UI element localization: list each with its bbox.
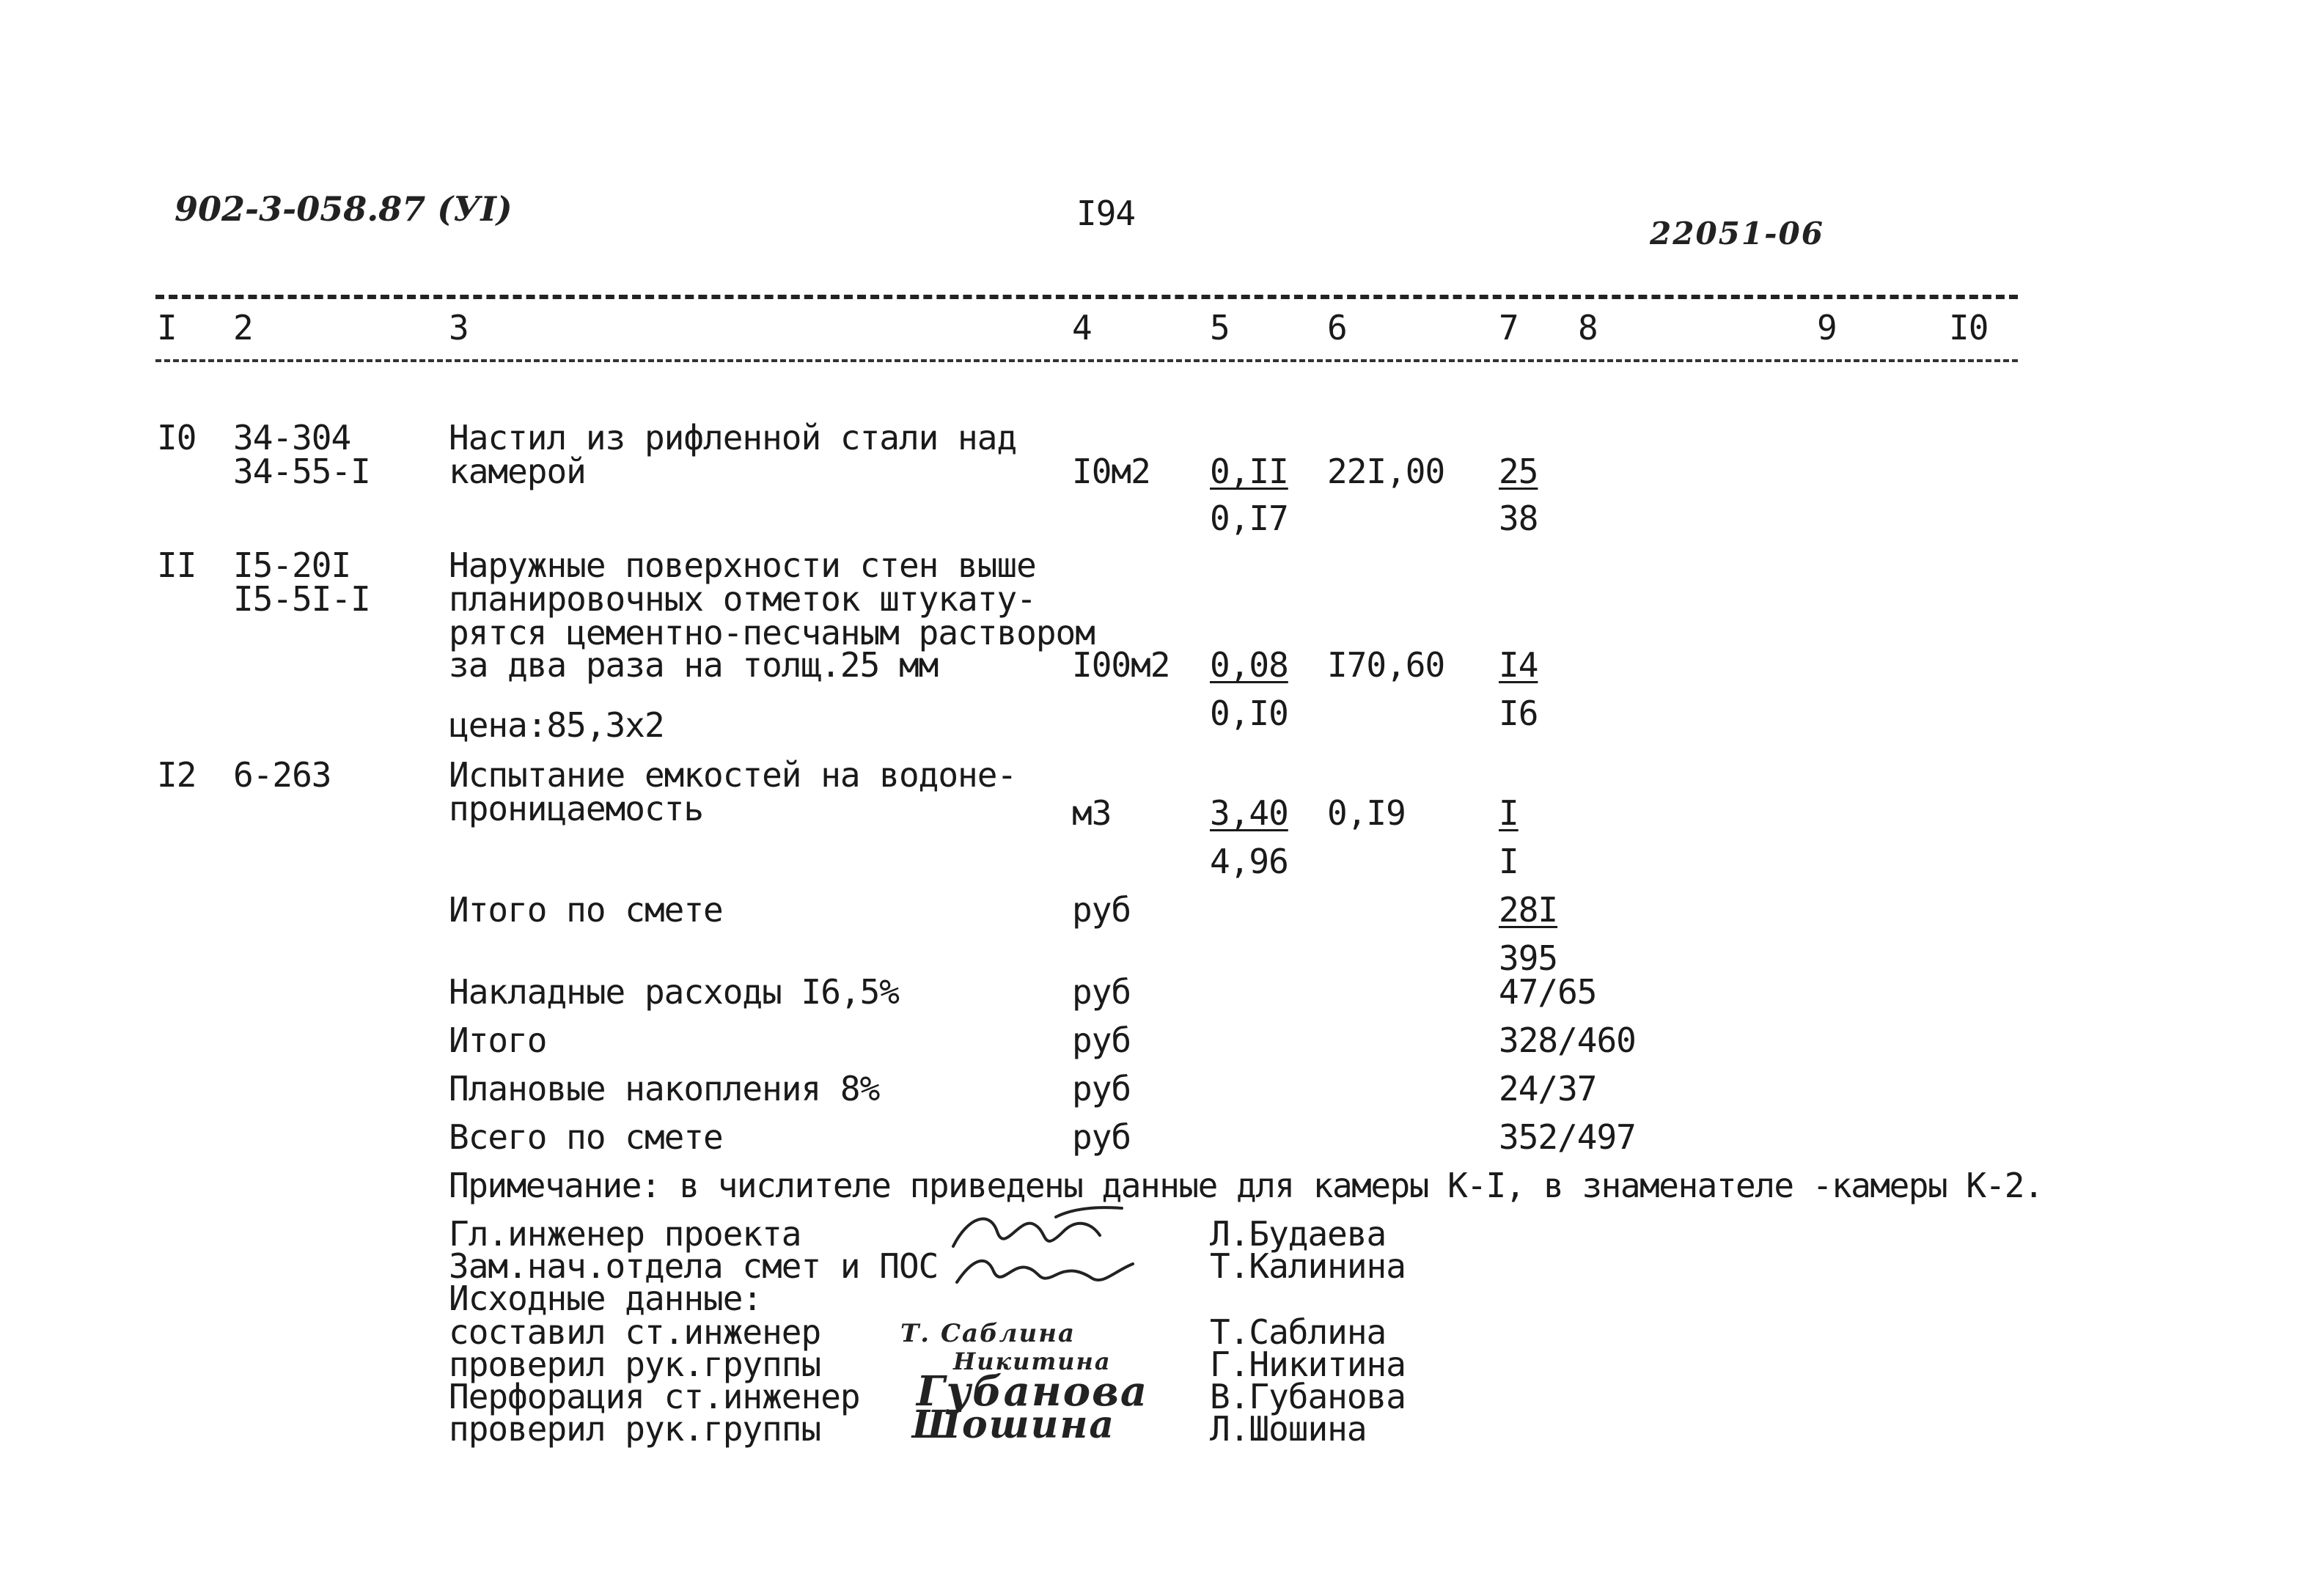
row-description: Настил из рифленной стали над [449, 418, 1017, 457]
signature-role: составил ст.инженер [449, 1312, 821, 1352]
row-code: 34-304 [233, 418, 351, 457]
total-label: Всего по смете [449, 1117, 723, 1157]
archive-number: 22051-06 [1650, 216, 1824, 251]
signature-scribble-sablina: Т. Саблина [900, 1319, 1076, 1348]
row-qty-numerator: 0,II [1210, 452, 1288, 491]
signature-role: Перфорация ст.инженер [449, 1377, 860, 1416]
column-number: 3 [449, 308, 469, 347]
row-total-denominator: I6 [1499, 694, 1538, 733]
row-number: I2 [157, 755, 197, 795]
column-number: I [157, 308, 177, 347]
signature-role: Зам.нач.отдела смет и ПОС [449, 1246, 939, 1286]
signature-scribble-kalinina [953, 1242, 1144, 1293]
row-price: 22I,00 [1327, 452, 1445, 491]
row-total-numerator: 25 [1499, 452, 1538, 491]
column-number: 6 [1327, 308, 1347, 347]
signature-role: проверил рук.группы [449, 1409, 821, 1449]
signature-name: Л.Шошина [1210, 1409, 1367, 1449]
row-description: проницаемость [449, 789, 704, 828]
row-total-numerator: I4 [1499, 645, 1538, 685]
column-number: I0 [1949, 308, 1989, 347]
signature-scribble-gubanova: Губанова [917, 1367, 1149, 1416]
column-number: 2 [233, 308, 253, 347]
row-description: за два раза на толщ.25 мм [449, 645, 939, 685]
column-number: 8 [1578, 308, 1598, 347]
column-number: 4 [1072, 308, 1092, 347]
signature-name: Т.Саблина [1210, 1312, 1387, 1352]
page-number: I94 [1076, 194, 1136, 233]
row-total-denominator: I [1499, 842, 1519, 881]
row-description: рятся цементно-песчаным раствором [449, 613, 1095, 652]
row-total-denominator: 38 [1499, 499, 1538, 538]
row-qty-denominator: 4,96 [1210, 842, 1288, 881]
row-qty-denominator: 0,I7 [1210, 499, 1288, 538]
total-label: Накладные расходы I6,5% [449, 972, 899, 1012]
signature-role: Гл.инженер проекта [449, 1214, 801, 1254]
signature-scribble-nikitina: Никитина [953, 1347, 1112, 1375]
total-unit: руб [1072, 1117, 1131, 1157]
row-price: 0,I9 [1327, 793, 1406, 833]
row-description: камерой [449, 452, 586, 491]
note: Примечание: в числителе приведены данные для камеры К-I, в знаменателе -камеры К-2. [449, 1166, 2044, 1205]
row-description: Испытание емкостей на водоне- [449, 755, 1017, 795]
total-value-numerator: 28I [1499, 890, 1558, 930]
total-value: 352/497 [1499, 1117, 1636, 1157]
row-description: планировочных отметок штукату- [449, 579, 1036, 619]
row-code: 34-55-I [233, 452, 370, 491]
total-value-denominator: 395 [1499, 938, 1558, 978]
total-unit: руб [1072, 972, 1131, 1012]
signature-name: Т.Калинина [1210, 1246, 1406, 1286]
signature-scribble-shoshina: Шошина [912, 1402, 1116, 1447]
row-price-note: цена:85,3х2 [449, 705, 664, 745]
total-value: 47/65 [1499, 972, 1597, 1012]
row-unit: м3 [1072, 793, 1112, 833]
total-label: Итого по смете [449, 890, 723, 930]
row-qty-numerator: 0,08 [1210, 645, 1288, 685]
signature-name: В.Губанова [1210, 1377, 1406, 1416]
row-number: II [157, 545, 197, 585]
row-unit: I00м2 [1072, 645, 1170, 685]
row-price: I70,60 [1327, 645, 1445, 685]
total-value: 328/460 [1499, 1021, 1636, 1060]
signature-section-label: Исходные данные: [449, 1279, 763, 1318]
row-unit: I0м2 [1072, 452, 1150, 491]
column-number: 9 [1817, 308, 1837, 347]
column-number: 5 [1210, 308, 1230, 347]
total-unit: руб [1072, 890, 1131, 930]
total-value: 24/37 [1499, 1069, 1597, 1108]
column-number: 7 [1499, 308, 1519, 347]
total-unit: руб [1072, 1021, 1131, 1060]
header-bottom-rule [155, 359, 2018, 362]
signature-name: Г.Никитина [1210, 1345, 1406, 1384]
doc-code: 902-3-058.87 (УI) [175, 189, 513, 229]
total-unit: руб [1072, 1069, 1131, 1108]
row-code: 6-263 [233, 755, 331, 795]
row-qty-denominator: 0,I0 [1210, 694, 1288, 733]
top-rule [155, 295, 2018, 299]
row-description: Наружные поверхности стен выше [449, 545, 1036, 585]
row-number: I0 [157, 418, 197, 457]
row-total-numerator: I [1499, 793, 1519, 833]
total-label: Плановые накопления 8% [449, 1069, 880, 1108]
signature-name: Л.Будаева [1210, 1214, 1387, 1254]
total-label: Итого [449, 1021, 547, 1060]
row-code: I5-5I-I [233, 579, 370, 619]
row-qty-numerator: 3,40 [1210, 793, 1288, 833]
row-code: I5-20I [233, 545, 351, 585]
signature-role: проверил рук.группы [449, 1345, 821, 1384]
